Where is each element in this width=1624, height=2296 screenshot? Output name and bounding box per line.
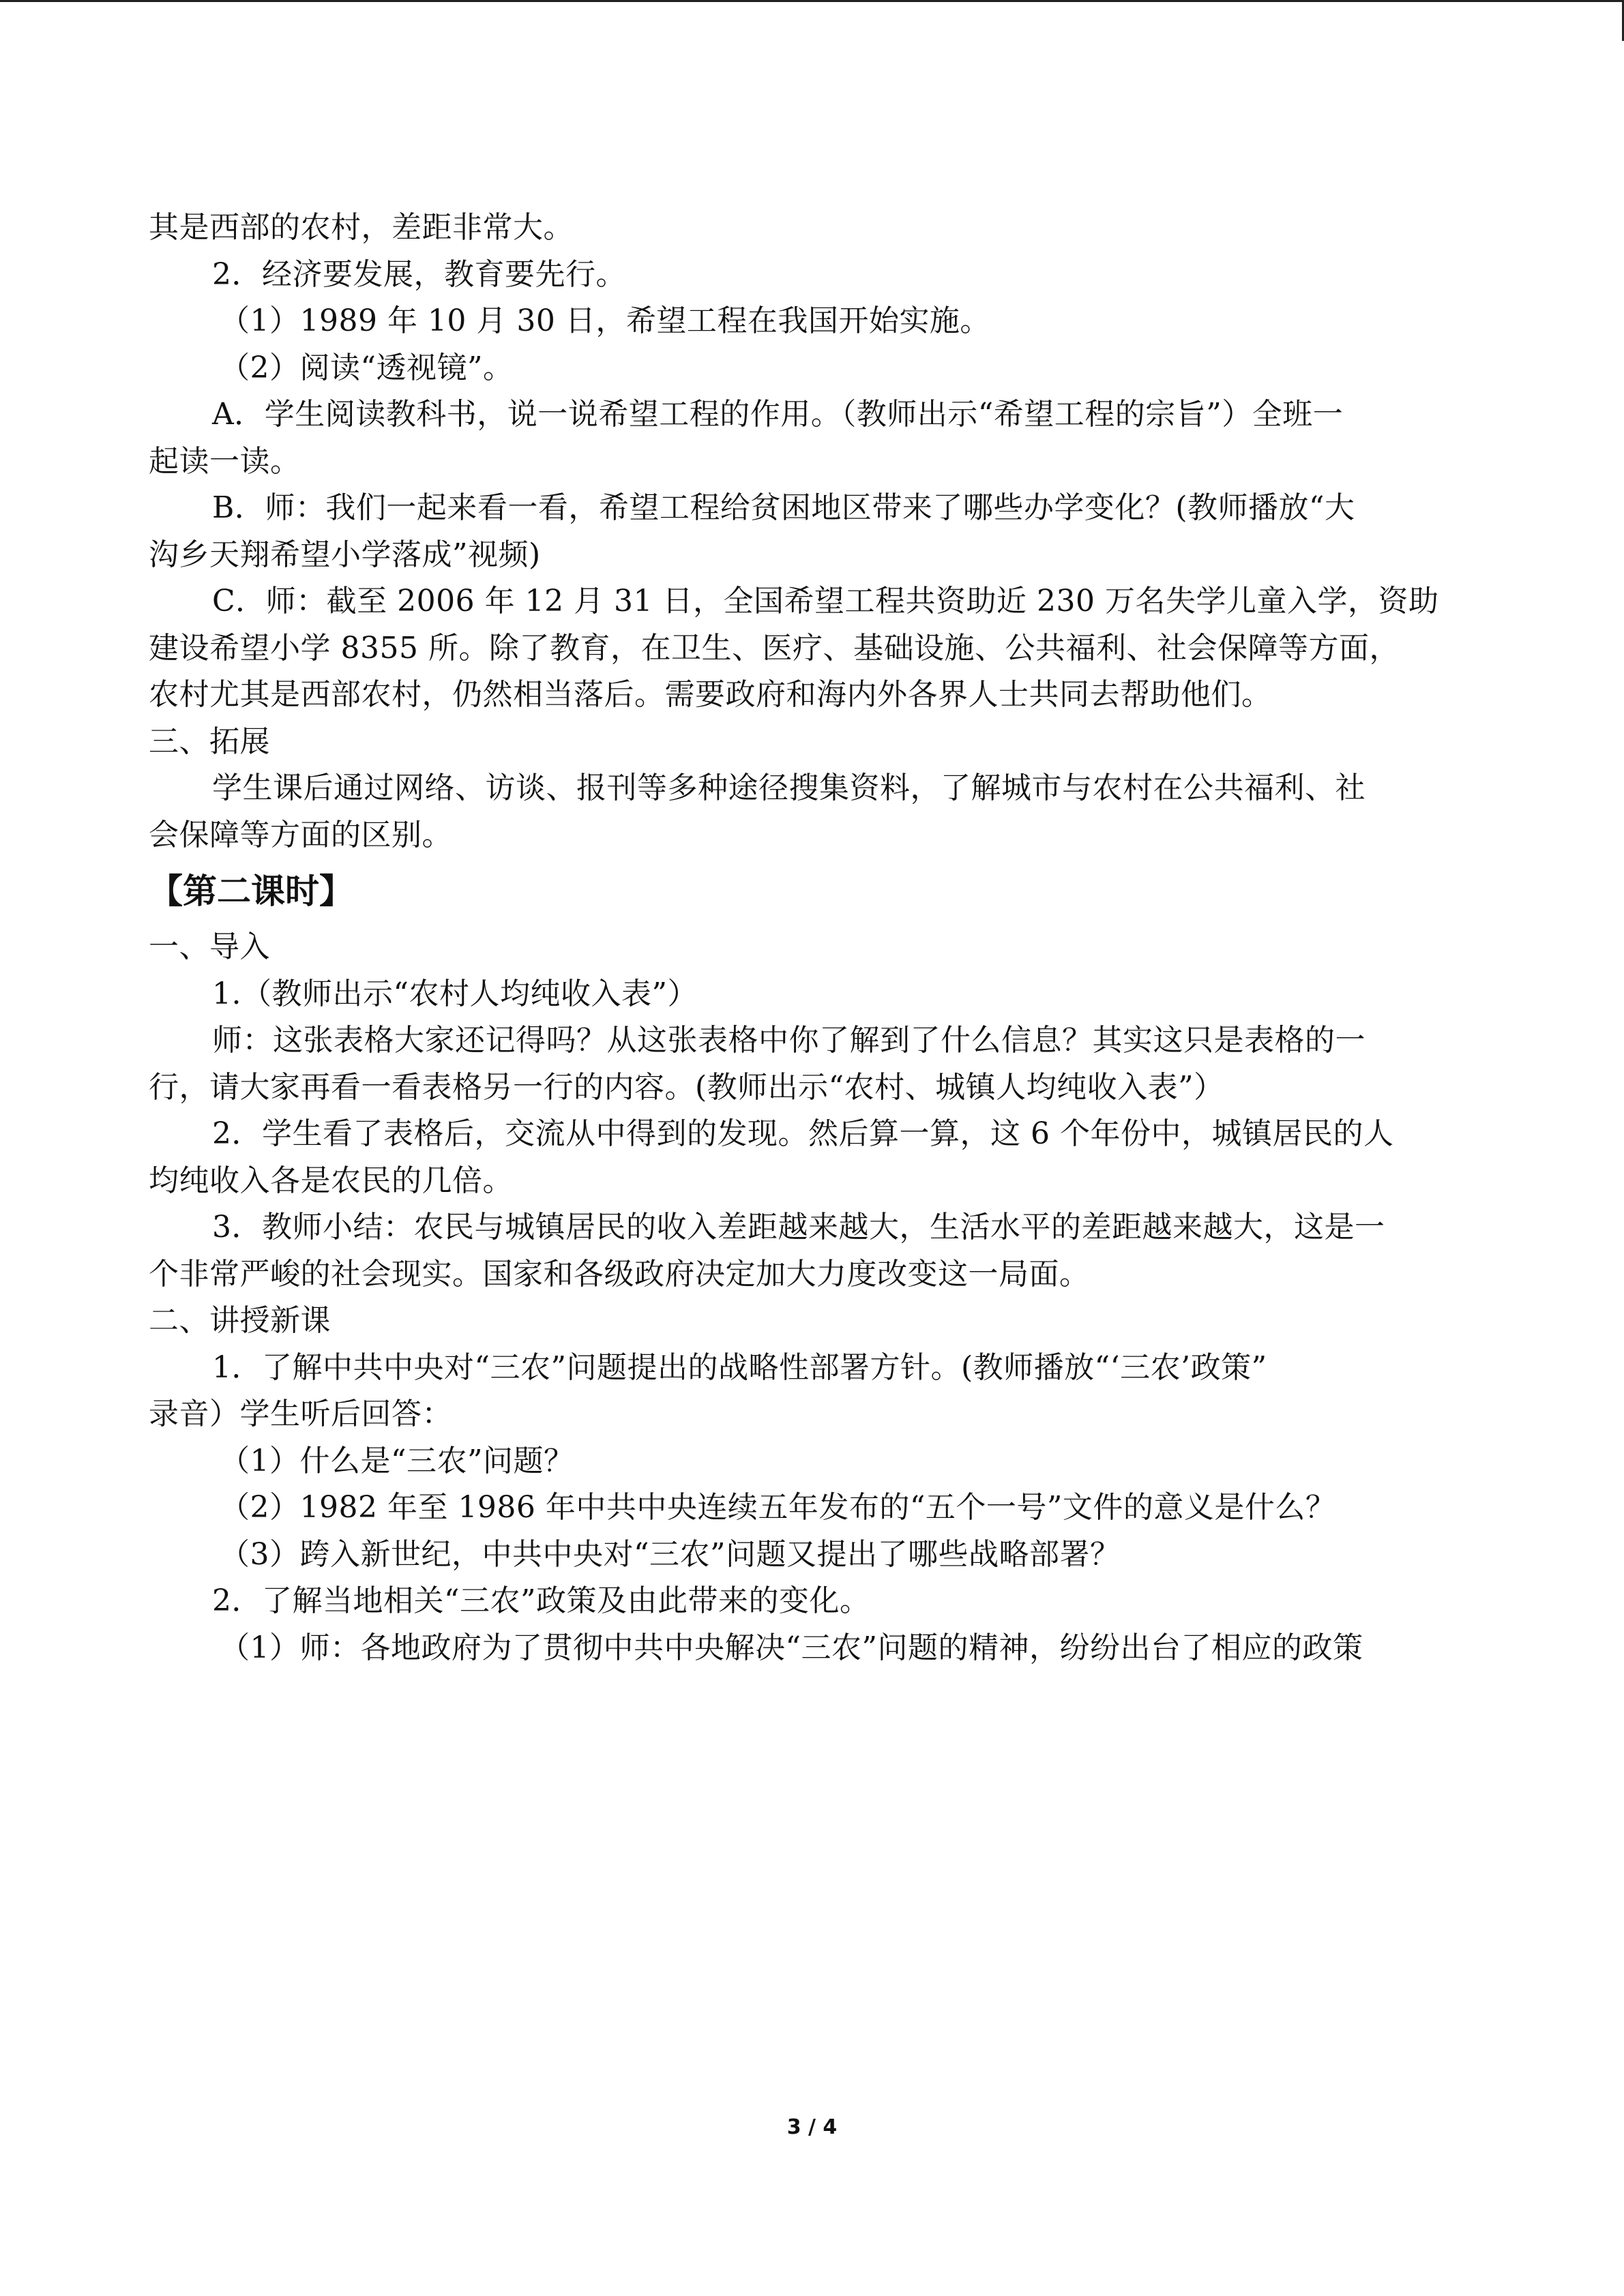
text-line: （3）跨入新世纪，中共中央对“三农”问题又提出了哪些战略部署？	[220, 1536, 1121, 1572]
text-line: 会保障等方面的区别。	[149, 817, 452, 852]
text-line: B．师：我们一起来看一看，希望工程给贫困地区带来了哪些办学变化？(教师播放“大	[212, 490, 1355, 525]
section-heading: 一、导入	[149, 929, 270, 964]
text-line: 2．了解当地相关“三农”政策及由此带来的变化。	[212, 1583, 870, 1618]
text-line: 行，请大家再看一看表格另一行的内容。(教师出示“农村、城镇人均纯收入表”）	[149, 1069, 1224, 1105]
text-line: （1）师：各地政府为了贯彻中共中央解决“三农”问题的精神，纷纷出台了相应的政策	[220, 1630, 1363, 1665]
text-line: 师：这张表格大家还记得吗？从这张表格中你了解到了什么信息？其实这只是表格的一	[212, 1023, 1365, 1058]
text-line: 起读一读。	[149, 443, 301, 479]
text-line: 个非常严峻的社会现实。国家和各级政府决定加大力度改变这一局面。	[149, 1256, 1090, 1292]
document-body	[149, 205, 1475, 1671]
text-line: 2．经济要发展，教育要先行。	[212, 256, 626, 292]
text-line: 沟乡天翔希望小学落成”视频)	[149, 537, 541, 572]
top-border-line	[0, 0, 1624, 2]
text-line: （2）1982 年至 1986 年中共中央连续五年发布的“五个一号”文件的意义是什么？	[220, 1490, 1336, 1525]
text-line: 1.（教师出示“农村人均纯收入表”）	[212, 976, 698, 1011]
text-line: （1）1989 年 10 月 30 日，希望工程在我国开始实施。	[220, 303, 990, 338]
text-line: 建设希望小学 8355 所。除了教育，在卫生、医疗、基础设施、公共福利、社会保障等方面，	[149, 630, 1400, 666]
text-line: 均纯收入各是农民的几倍。	[149, 1163, 513, 1198]
text-line: 农村尤其是西部农村，仍然相当落后。需要政府和海内外各界人士共同去帮助他们。	[149, 677, 1272, 712]
page-number: 3 / 4	[786, 2115, 838, 2139]
text-line: 学生课后通过网络、访谈、报刊等多种途径搜集资料，了解城市与农村在公共福利、社	[212, 771, 1365, 805]
text-line: 其是西部的农村，差距非常大。	[149, 210, 574, 245]
text-line: C．师：截至 2006 年 12 月 31 日，全国希望工程共资助近 230 万名失学儿童入学，资助	[212, 584, 1439, 618]
lesson-heading: 【第二课时】	[149, 871, 353, 911]
section-heading: 二、讲授新课	[149, 1303, 331, 1338]
text-line: 录音）学生听后回答：	[149, 1397, 452, 1431]
text-line: A．学生阅读教科书，说一说希望工程的作用。（教师出示“希望工程的宗旨”）全班一	[212, 397, 1344, 432]
text-line: 1．了解中共中央对“三农”问题提出的战略性部署方针。(教师播放“‘三农’政策”	[212, 1350, 1267, 1385]
text-line: （2）阅读“透视镜”。	[220, 350, 514, 385]
section-heading: 三、拓展	[149, 724, 270, 759]
text-line: （1）什么是“三农”问题？	[220, 1443, 574, 1478]
text-line: 2．学生看了表格后，交流从中得到的发现。然后算一算，这 6 个年份中，城镇居民的人	[212, 1116, 1394, 1151]
text-line: 3．教师小结：农民与城镇居民的收入差距越来越大，生活水平的差距越来越大，这是一	[212, 1210, 1385, 1244]
